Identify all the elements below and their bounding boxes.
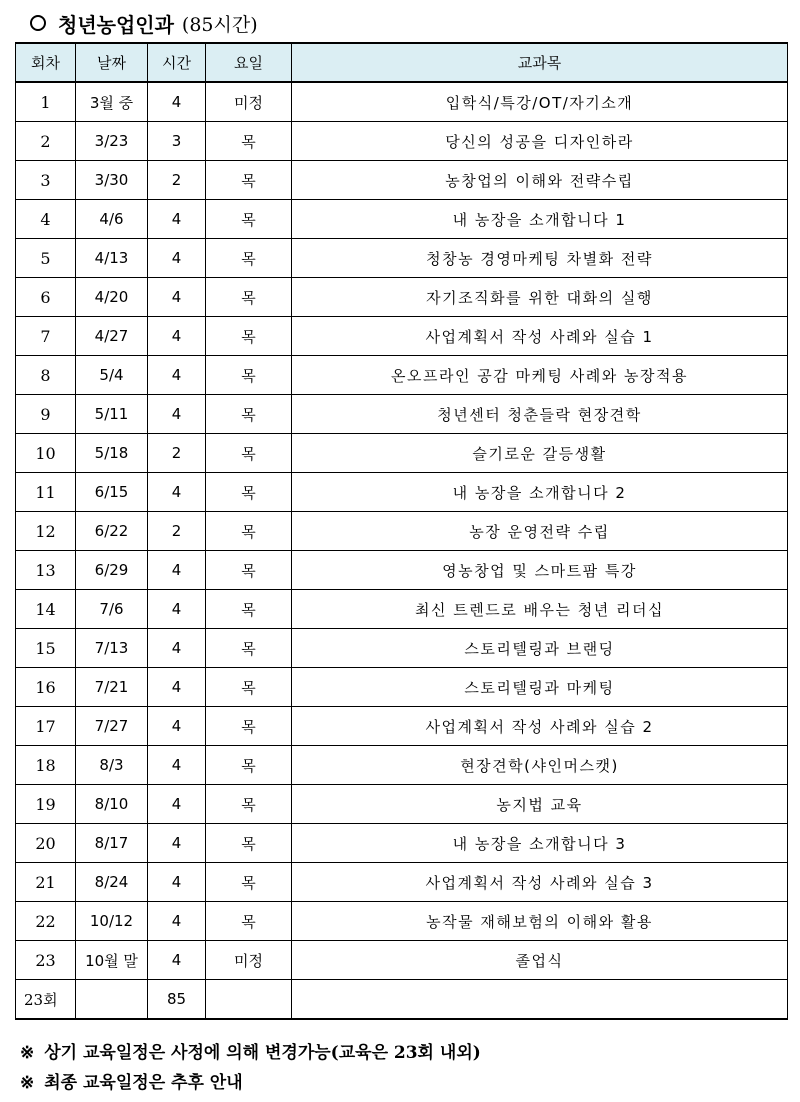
circle-icon	[30, 15, 46, 31]
session-day: 목	[206, 161, 292, 200]
session-date: 7/21	[76, 668, 148, 707]
table-row	[16, 278, 788, 317]
session-number: 7	[16, 317, 76, 356]
table-row	[16, 590, 788, 629]
session-date: 4/20	[76, 278, 148, 317]
schedule-body	[16, 82, 788, 1019]
header-hours: 시간	[148, 43, 206, 82]
session-date: 10/12	[76, 902, 148, 941]
session-hours: 4	[148, 395, 206, 434]
session-course: 농작물 재해보험의 이해와 활용	[292, 902, 788, 941]
session-hours: 4	[148, 746, 206, 785]
note-text: 상기 교육일정은 사정에 의해 변경가능(교육은 23회 내외)	[44, 1043, 481, 1063]
session-number: 15	[16, 629, 76, 668]
session-number: 21	[16, 863, 76, 902]
title-hours: (85시간)	[181, 13, 258, 36]
session-hours: 4	[148, 785, 206, 824]
session-day: 목	[206, 590, 292, 629]
session-day: 목	[206, 512, 292, 551]
header-date: 날짜	[76, 43, 148, 82]
session-day: 목	[206, 746, 292, 785]
session-hours: 4	[148, 82, 206, 122]
session-day: 목	[206, 902, 292, 941]
table-row	[16, 746, 788, 785]
session-hours: 4	[148, 278, 206, 317]
session-hours: 2	[148, 512, 206, 551]
session-day: 목	[206, 863, 292, 902]
session-course: 졸업식	[292, 941, 788, 980]
session-hours: 4	[148, 356, 206, 395]
note-text: 최종 교육일정은 추후 안내	[44, 1073, 243, 1093]
session-course: 온오프라인 공감 마케팅 사례와 농장적용	[292, 356, 788, 395]
session-course: 스토리텔링과 브랜딩	[292, 629, 788, 668]
table-row	[16, 902, 788, 941]
session-date: 7/6	[76, 590, 148, 629]
table-row	[16, 629, 788, 668]
note-mark: ※	[20, 1073, 35, 1093]
header-day: 요일	[206, 43, 292, 82]
header-course: 교과목	[292, 43, 788, 82]
session-date: 6/29	[76, 551, 148, 590]
session-course: 농지법 교육	[292, 785, 788, 824]
total-hours: 85	[148, 980, 206, 1020]
session-day: 목	[206, 668, 292, 707]
session-hours: 3	[148, 122, 206, 161]
session-course: 청창농 경영마케팅 차별화 전략	[292, 239, 788, 278]
session-date: 5/4	[76, 356, 148, 395]
session-date: 7/13	[76, 629, 148, 668]
session-number: 18	[16, 746, 76, 785]
session-course: 사업계획서 작성 사례와 실습 3	[292, 863, 788, 902]
session-day: 목	[206, 707, 292, 746]
session-date: 8/10	[76, 785, 148, 824]
session-hours: 2	[148, 434, 206, 473]
session-hours: 4	[148, 317, 206, 356]
table-row	[16, 551, 788, 590]
session-day: 목	[206, 629, 292, 668]
session-course: 내 농장을 소개합니다 1	[292, 200, 788, 239]
session-course: 사업계획서 작성 사례와 실습 1	[292, 317, 788, 356]
session-hours: 4	[148, 473, 206, 512]
total-empty-day	[206, 980, 292, 1020]
session-number: 23	[16, 941, 76, 980]
session-date: 3/23	[76, 122, 148, 161]
page-title	[30, 6, 258, 40]
table-row	[16, 356, 788, 395]
session-day: 목	[206, 122, 292, 161]
table-row	[16, 824, 788, 863]
session-date: 8/3	[76, 746, 148, 785]
session-date: 6/22	[76, 512, 148, 551]
session-course: 슬기로운 갈등생활	[292, 434, 788, 473]
session-course: 최신 트렌드로 배우는 청년 리더십	[292, 590, 788, 629]
session-date: 5/11	[76, 395, 148, 434]
session-course: 청년센터 청춘들락 현장견학	[292, 395, 788, 434]
session-number: 14	[16, 590, 76, 629]
session-number: 22	[16, 902, 76, 941]
table-row	[16, 239, 788, 278]
session-number: 6	[16, 278, 76, 317]
session-number: 11	[16, 473, 76, 512]
session-hours: 2	[148, 161, 206, 200]
session-day: 미정	[206, 941, 292, 980]
title-main: 청년농업인과	[58, 12, 174, 37]
session-date: 5/18	[76, 434, 148, 473]
session-day: 목	[206, 473, 292, 512]
session-number: 13	[16, 551, 76, 590]
total-empty-course	[292, 980, 788, 1020]
session-number: 4	[16, 200, 76, 239]
table-row	[16, 200, 788, 239]
session-hours: 4	[148, 668, 206, 707]
table-row	[16, 668, 788, 707]
session-course: 내 농장을 소개합니다 2	[292, 473, 788, 512]
table-row	[16, 82, 788, 122]
table-row	[16, 512, 788, 551]
session-date: 3월 중	[76, 82, 148, 122]
session-course: 당신의 성공을 디자인하라	[292, 122, 788, 161]
session-course: 현장견학(샤인머스캣)	[292, 746, 788, 785]
table-row	[16, 317, 788, 356]
note-schedule-change	[20, 1038, 481, 1063]
session-hours: 4	[148, 200, 206, 239]
table-header-row	[16, 43, 788, 82]
schedule-table	[15, 42, 788, 1020]
session-day: 목	[206, 239, 292, 278]
session-number: 20	[16, 824, 76, 863]
session-course: 농창업의 이해와 전략수립	[292, 161, 788, 200]
session-day: 목	[206, 824, 292, 863]
note-final-schedule	[20, 1068, 243, 1093]
session-number: 17	[16, 707, 76, 746]
session-number: 1	[16, 82, 76, 122]
session-day: 목	[206, 785, 292, 824]
session-hours: 4	[148, 551, 206, 590]
total-empty-date	[76, 980, 148, 1020]
session-hours: 4	[148, 902, 206, 941]
session-date: 8/24	[76, 863, 148, 902]
session-date: 10월 말	[76, 941, 148, 980]
table-row	[16, 473, 788, 512]
session-course: 스토리텔링과 마케팅	[292, 668, 788, 707]
session-course: 농장 운영전략 수립	[292, 512, 788, 551]
session-date: 4/27	[76, 317, 148, 356]
session-day: 목	[206, 395, 292, 434]
session-day: 미정	[206, 82, 292, 122]
table-row	[16, 122, 788, 161]
session-course: 자기조직화를 위한 대화의 실행	[292, 278, 788, 317]
session-hours: 4	[148, 707, 206, 746]
session-date: 3/30	[76, 161, 148, 200]
session-course: 영농창업 및 스마트팜 특강	[292, 551, 788, 590]
table-row	[16, 863, 788, 902]
session-hours: 4	[148, 590, 206, 629]
table-row	[16, 941, 788, 980]
session-number: 3	[16, 161, 76, 200]
table-row	[16, 434, 788, 473]
session-hours: 4	[148, 239, 206, 278]
session-date: 8/17	[76, 824, 148, 863]
session-date: 6/15	[76, 473, 148, 512]
session-number: 10	[16, 434, 76, 473]
table-row	[16, 785, 788, 824]
session-number: 19	[16, 785, 76, 824]
session-hours: 4	[148, 863, 206, 902]
session-number: 5	[16, 239, 76, 278]
header-session: 회차	[16, 43, 76, 82]
session-course: 사업계획서 작성 사례와 실습 2	[292, 707, 788, 746]
session-number: 8	[16, 356, 76, 395]
session-day: 목	[206, 551, 292, 590]
session-number: 12	[16, 512, 76, 551]
session-hours: 4	[148, 824, 206, 863]
total-sessions: 23회	[16, 980, 76, 1020]
session-date: 7/27	[76, 707, 148, 746]
session-date: 4/6	[76, 200, 148, 239]
session-day: 목	[206, 317, 292, 356]
session-course: 입학식/특강/OT/자기소개	[292, 82, 788, 122]
table-row	[16, 395, 788, 434]
session-number: 9	[16, 395, 76, 434]
session-day: 목	[206, 200, 292, 239]
session-day: 목	[206, 278, 292, 317]
table-row	[16, 161, 788, 200]
session-hours: 4	[148, 941, 206, 980]
session-number: 2	[16, 122, 76, 161]
note-mark: ※	[20, 1043, 35, 1063]
session-date: 4/13	[76, 239, 148, 278]
session-hours: 4	[148, 629, 206, 668]
table-row	[16, 707, 788, 746]
session-course: 내 농장을 소개합니다 3	[292, 824, 788, 863]
total-row	[16, 980, 788, 1020]
session-number: 16	[16, 668, 76, 707]
session-day: 목	[206, 356, 292, 395]
session-day: 목	[206, 434, 292, 473]
